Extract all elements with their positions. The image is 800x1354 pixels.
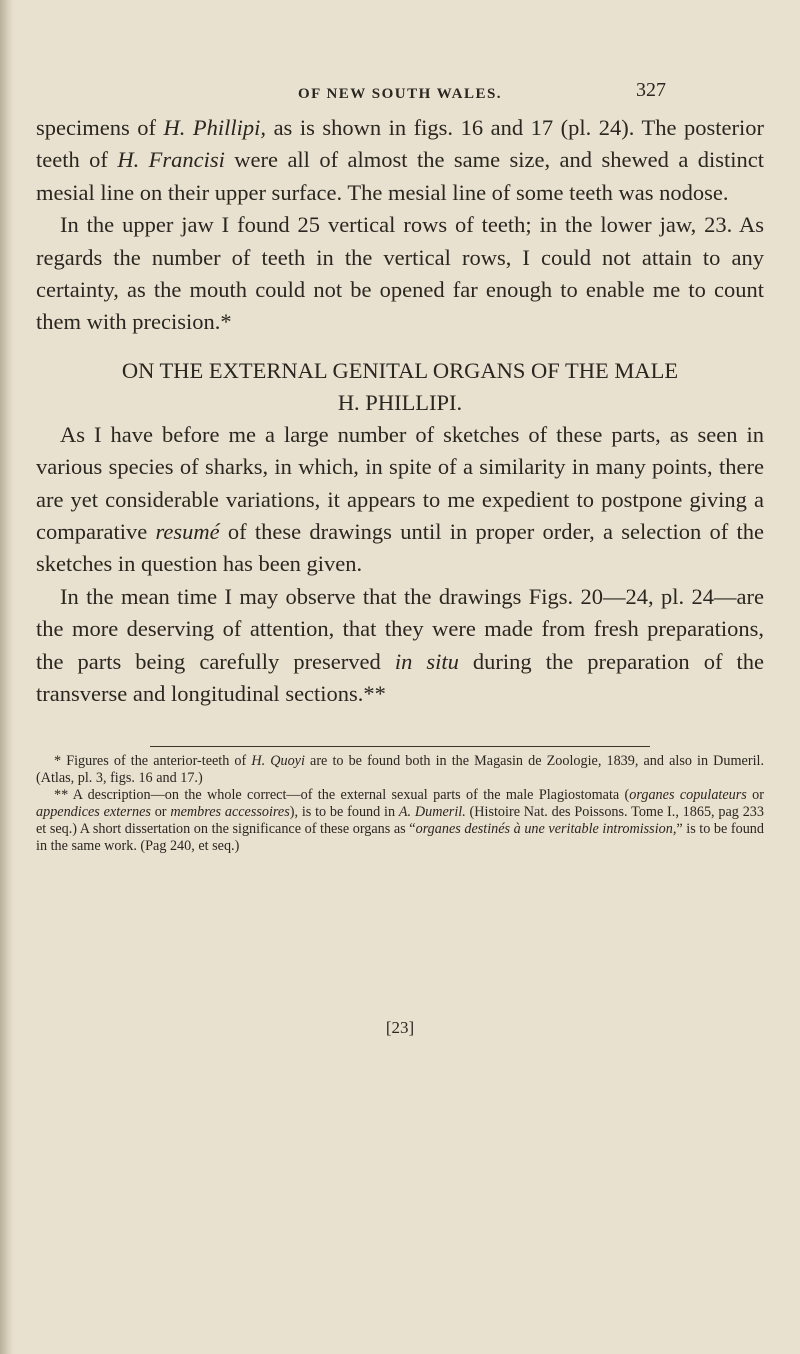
running-head: OF NEW SOUTH WALES.	[297, 86, 503, 102]
text-run: ” is to be found in the same work. (Pag 240, et seq.)	[36, 821, 764, 854]
italic-quotation: organes destinés à une veritable intromission,	[415, 821, 677, 837]
text-run: In the mean time I may observe that the drawings Figs. 20—24, pl. 24—are the more deserving of attention, that they were made from fresh preparations, the parts being carefully preserved	[36, 583, 764, 674]
italic-term: organes copulateurs	[629, 787, 747, 803]
text-run: of these drawings until in proper order, a selection of the sketches in question has been given.	[36, 519, 764, 577]
text-run: or	[746, 787, 764, 803]
italic-term: appendices externes	[36, 804, 151, 820]
signature-mark: [23]	[385, 1018, 415, 1037]
footnote-2	[36, 787, 764, 855]
text-run: specimens of	[36, 115, 164, 140]
page-number: 327	[636, 79, 666, 101]
section-heading-line-2: H. PHILLIPI.	[337, 389, 463, 415]
text-run: during the preparation of the transverse and longitudinal sections.**	[36, 648, 764, 707]
paragraph-drawings	[36, 581, 764, 711]
italic-author-name: A. Dumeril.	[398, 804, 466, 820]
text-run: * Figures of the anterior-teeth of	[54, 753, 252, 769]
italic-species-name: H. Francisi	[117, 147, 225, 173]
text-run: were all of almost the same size, and shewed a distinct mesial line on their upper surface. The mesial line of some teeth was nodose.	[36, 147, 765, 205]
italic-species-name: H. Phillipi,	[163, 115, 267, 140]
text-run: ), is to be found in	[289, 804, 399, 820]
italic-term: membres accessoires	[170, 804, 290, 820]
paragraph-teeth-description	[36, 112, 764, 209]
footnotes	[36, 746, 764, 855]
text-run: as is shown in figs. 16 and 17 (pl. 24). The posterior teeth of	[36, 115, 764, 173]
paragraph-teeth-rows: In the upper jaw I found 25 vertical rows of teeth; in the lower jaw, 23. As regards the number of teeth in the vertical rows, I could not attain to any certainty, as the mouth could not be opened far enough to enable me to count them with precision.*	[36, 212, 764, 335]
italic-term: resumé	[155, 519, 220, 545]
text-run: (Histoire Nat. des Poissons. Tome I., 1865, pag 233 et seq.) A short dissertation on the significance of these organs as “	[36, 804, 764, 837]
footnote-divider	[150, 746, 650, 747]
section-heading-line-1: ON THE EXTERNAL GENITAL ORGANS OF THE MALE	[121, 357, 679, 383]
italic-term: in situ	[394, 648, 459, 674]
text-run: ** A description—on the whole correct—of the external sexual parts of the male Plagiostomata (	[54, 787, 630, 803]
body-text	[36, 112, 764, 711]
paragraph-sketches	[36, 419, 764, 581]
text-run: or	[150, 804, 171, 820]
text-run: As I have before me a large number of sketches of these parts, as seen in various species of sharks, in which, in spite of a similarity in many points, there are yet considerable variations, it appears to me expedient to postpone giving a comparative	[36, 421, 764, 545]
footnote-1	[36, 753, 764, 787]
section-heading	[36, 355, 764, 419]
italic-species-name: H. Quoyi	[251, 753, 305, 769]
text-run: are to be found both in the Magasin de Zoologie, 1839, and also in Dumeril. (Atlas, pl. 3, figs. 16 and 17.)	[36, 753, 765, 786]
